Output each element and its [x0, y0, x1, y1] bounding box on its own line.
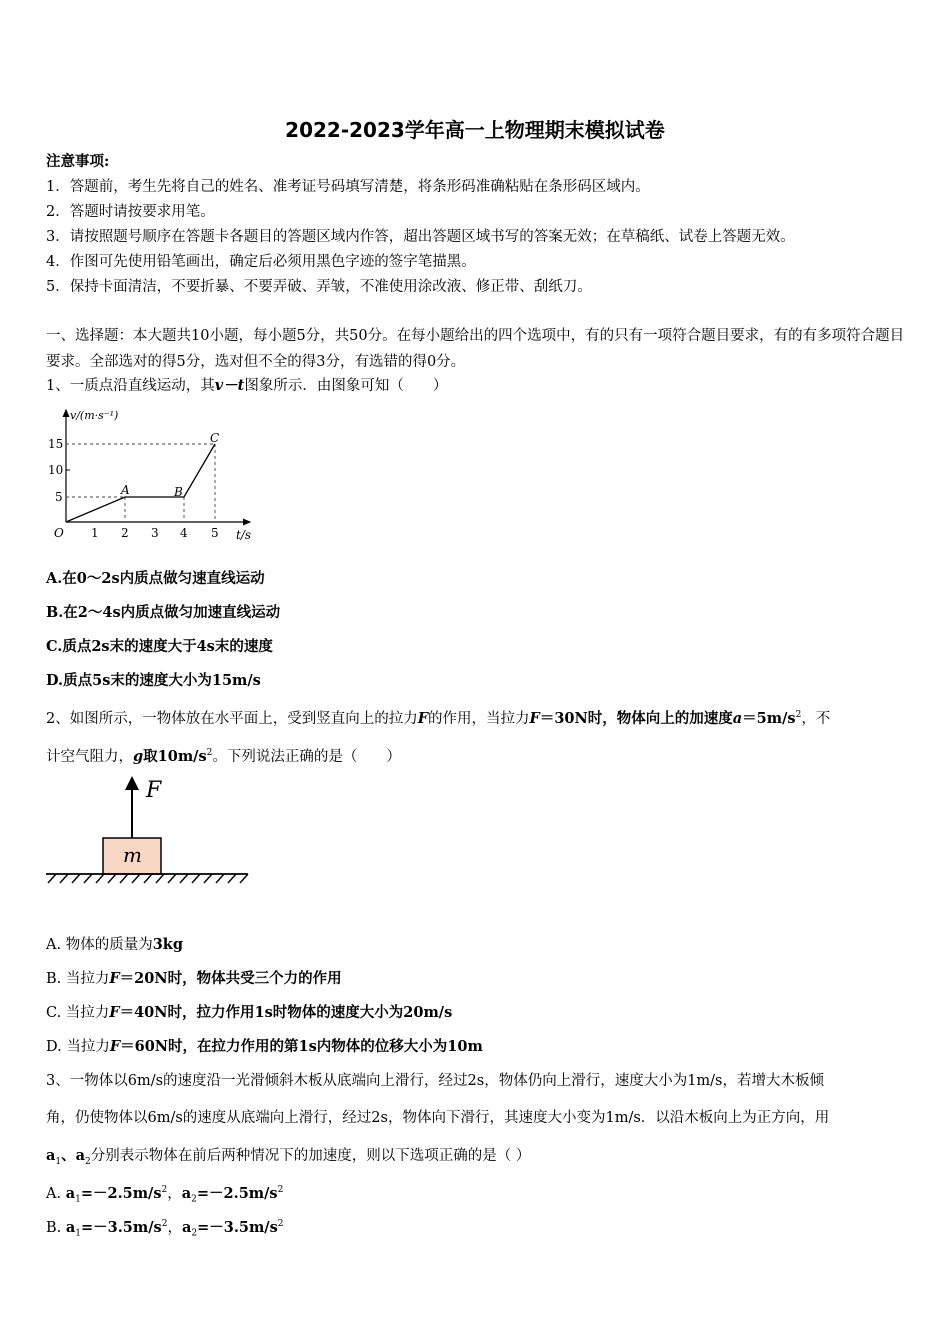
q3-option-a: A. $a_1=-2.5m/s^2$，$a_2=-2.5m/s^2$ [46, 1184, 284, 1205]
q1-option-a: A.在0～2s内质点做匀速直线运动 [46, 570, 265, 587]
origin-label: O [54, 526, 64, 540]
notice-item: 1．答题前，考生先将自己的姓名、准考证号码填写清楚，将条形码准确粘贴在条形码区域内。 [46, 179, 650, 195]
q1-stem-a: 1、一质点沿直线运动，其 [46, 378, 215, 394]
page-title: 2022-2023学年高一上物理期末模拟试卷 [285, 118, 665, 142]
point-label-c: C [210, 431, 220, 445]
question-2-stem-line2: 计空气阻力，g取$10m/s^2$。下列说法正确的是（ ） [46, 747, 401, 765]
notice-item: 2．答题时请按要求用笔。 [46, 204, 215, 220]
q2-option-d: D. 当拉力F＝60N时，在拉力作用的第1s内物体的位移大小为10m [46, 1038, 483, 1055]
question-2-stem-line1: 2、如图所示，一物体放在水平面上，受到竖直向上的拉力F的作用，当拉力F＝30N时，物体向上的加速度$a=5m/s^2$，不 [46, 709, 831, 727]
x-tick-label: 5 [211, 526, 219, 540]
x-tick-label: 4 [180, 526, 188, 540]
force-diagram [44, 772, 254, 887]
question-3-line1: 3、一物体以6m/s的速度沿一光滑倾斜木板从底端向上滑行，经过2s，物体仍向上滑行，速度大小为1m/s，若增大木板倾 [46, 1073, 824, 1089]
vt-graph [46, 404, 276, 549]
x-tick-label: 3 [151, 526, 159, 540]
ground-hatching [48, 874, 248, 883]
x-tick-label: 1 [91, 526, 99, 540]
q1-option-b: B.在2～4s内质点做匀加速直线运动 [46, 604, 281, 621]
vt-curve [66, 444, 215, 522]
q1-stem-b: 图象所示．由图象可知（ ） [244, 378, 448, 394]
y-tick-label: 15 [48, 437, 64, 451]
x-axis-label: t/s [236, 528, 252, 542]
mass-label: m [123, 843, 142, 867]
q2-option-c: C. 当拉力F＝40N时，拉力作用1s时物体的速度大小为20m/s [46, 1004, 453, 1021]
q2-option-a: A. 物体的质量为3kg [46, 936, 183, 953]
q2-option-b: B. 当拉力F＝20N时，物体共受三个力的作用 [46, 970, 342, 987]
y-tick-label: 10 [48, 463, 64, 477]
force-label: F [146, 778, 162, 803]
y-tick-label: 5 [55, 490, 63, 504]
arrow-head [125, 776, 139, 790]
q1-option-d: D.质点5s末的速度大小为15m/s [46, 672, 261, 689]
notice-heading: 注意事项: [46, 153, 110, 170]
q1-stem-var: v－t [214, 377, 245, 394]
notice-item: 5．保持卡面清洁，不要折暴、不要弄破、弄皱，不准使用涂改液、修正带、刮纸刀。 [46, 279, 592, 295]
question-1-stem [46, 376, 447, 396]
section-heading: 一、选择题：本大题共10小题，每小题5分，共50分。在每小题给出的四个选项中，有的只有一项符合题目要求，有的有多项符合题目要求。全部选对的得5分，选对但不全的得3分，有选错的得0分。 [46, 328, 905, 370]
point-label-b: B [174, 485, 183, 499]
notice-item: 4．作图可先使用铅笔画出，确定后必须用黑色字迹的签字笔描黑。 [46, 254, 476, 270]
point-label-a: A [121, 483, 130, 497]
question-3-line3: $a_1$、$a_2$分别表示物体在前后两种情况下的加速度，则以下选项正确的是（ ） [46, 1147, 531, 1167]
q3-option-b: B. $a_1=-3.5m/s^2$，$a_2=-3.5m/s^2$ [46, 1218, 284, 1239]
x-tick-label: 2 [121, 526, 129, 540]
question-3-line2: 角，仍使物体以6m/s的速度从底端向上滑行，经过2s，物体向下滑行，其速度大小变为1m/s．以沿木板向上为正方向，用 [46, 1110, 830, 1126]
y-axis-label: v/(m·s⁻¹) [70, 409, 119, 422]
notice-item: 3．请按照题号顺序在答题卡各题目的答题区域内作答，超出答题区域书写的答案无效；在草稿纸、试卷上答题无效。 [46, 229, 795, 245]
q1-option-c: C.质点2s末的速度大于4s末的速度 [46, 638, 273, 655]
